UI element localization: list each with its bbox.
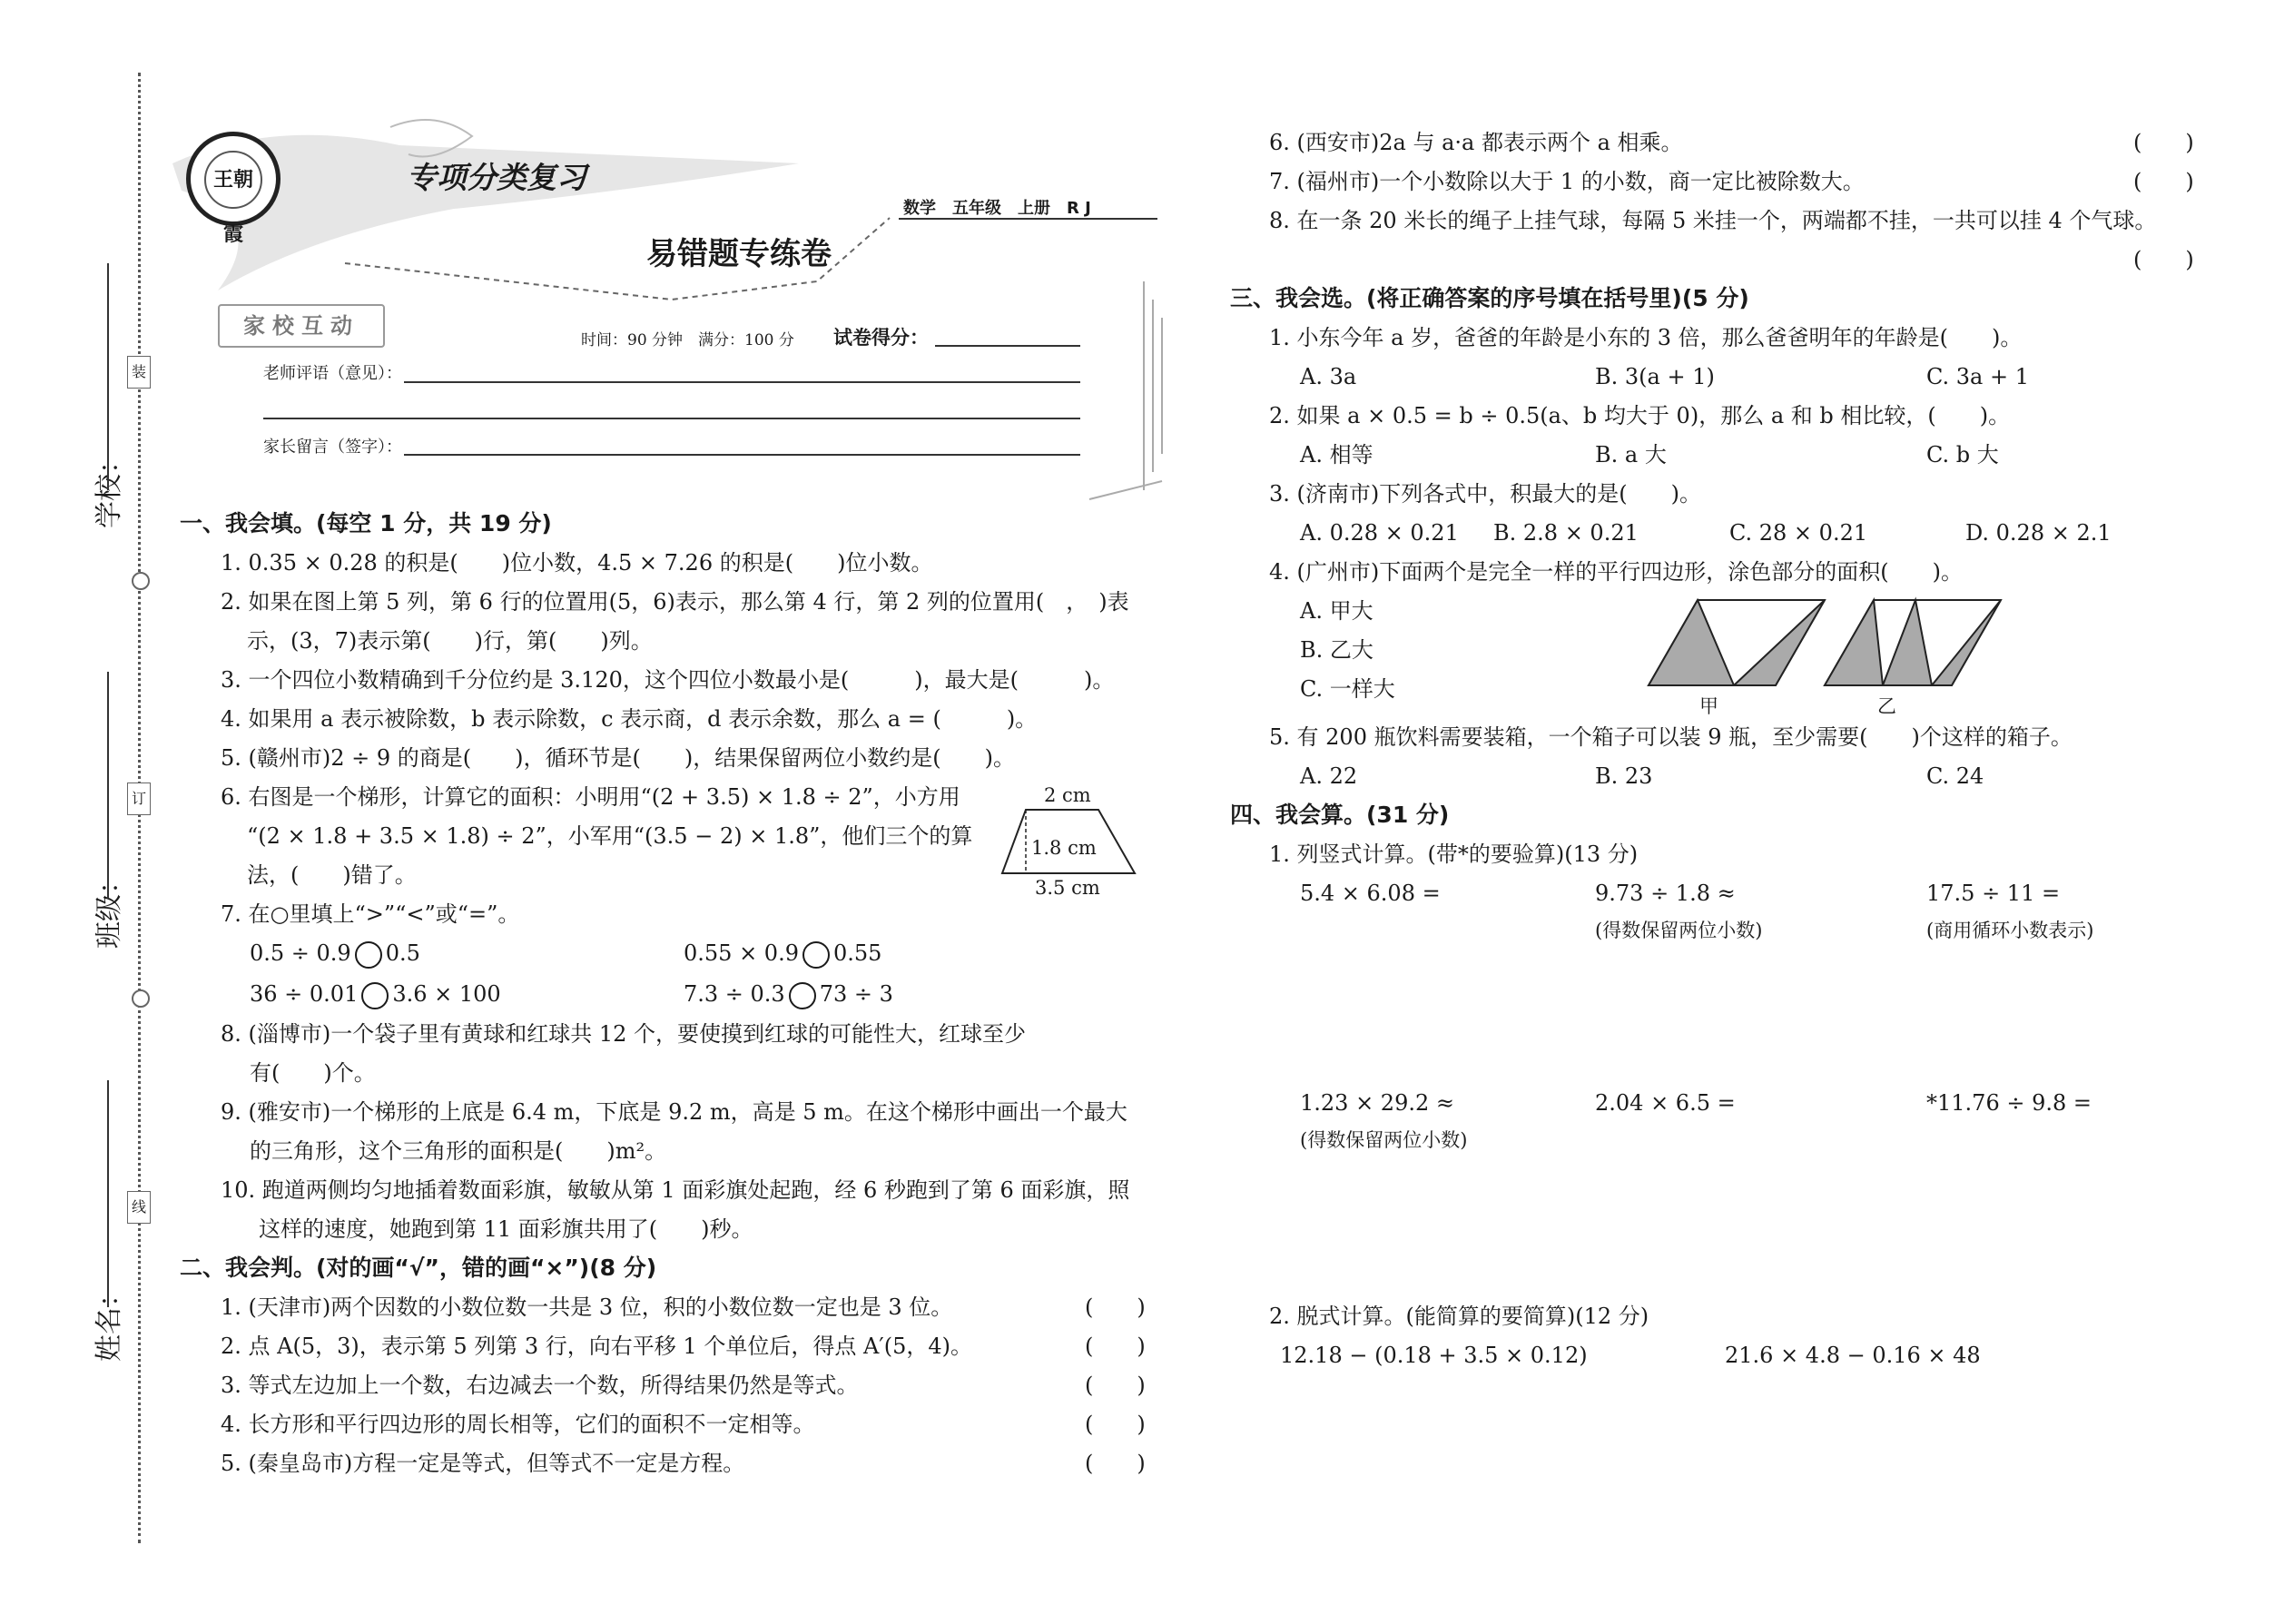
s1-line-16: 这样的速度，她跑到第 11 面彩旗共用了( )秒。 bbox=[259, 1216, 753, 1242]
choice-q5-c[interactable]: C. 24 bbox=[1926, 763, 1984, 789]
s1-line-10: 7. 在○里填上“>”“<”或“=”。 bbox=[221, 901, 520, 927]
compare-3 bbox=[250, 980, 501, 1009]
calc-work-area-3[interactable] bbox=[1280, 1380, 2133, 1561]
banner-title: 专项分类复习 bbox=[407, 160, 586, 195]
calc-5: 2.04 × 6.5 = bbox=[1595, 1090, 1736, 1116]
judge-item-3: 3. 等式左边加上一个数，右边减去一个数，所得结果仍然是等式。 bbox=[221, 1373, 859, 1398]
choice-q2-a[interactable]: A. 相等 bbox=[1300, 442, 1373, 468]
name-label: 姓名： bbox=[94, 1280, 125, 1362]
binding-circle-2 bbox=[132, 989, 150, 1008]
parent-comment-label: 家长留言（签字）： bbox=[263, 438, 402, 457]
compare-2-right: 0.55 bbox=[832, 940, 882, 966]
choice-q4-c[interactable]: C. 一样大 bbox=[1300, 676, 1395, 702]
s1-line-5: 4. 如果用 a 表示被除数，b 表示除数，c 表示商，d 表示余数，那么 a = ( )。 bbox=[221, 706, 1038, 732]
choice-q2: 2. 如果 a × 0.5 = b ÷ 0.5(a、b 均大于 0)，那么 a 和 b 相比较，( )。 bbox=[1269, 403, 2011, 428]
judge-answer-6[interactable]: ( ) bbox=[2133, 130, 2194, 155]
calc-8: 21.6 × 4.8 − 0.16 × 48 bbox=[1725, 1343, 1981, 1368]
calc-4: 1.23 × 29.2 ≈ bbox=[1300, 1090, 1454, 1116]
choice-q5-b[interactable]: B. 23 bbox=[1595, 763, 1653, 789]
section-1-title: 一、我会填。(每空 1 分，共 19 分) bbox=[180, 510, 552, 536]
calc-3: 17.5 ÷ 11 = bbox=[1926, 881, 2061, 906]
name-field[interactable] bbox=[107, 1080, 109, 1307]
label-jia: 甲 bbox=[1699, 695, 1718, 717]
judge-answer-4[interactable]: ( ) bbox=[1085, 1412, 1146, 1437]
compare-4 bbox=[684, 980, 893, 1009]
cut-mark-1: 装 bbox=[127, 356, 151, 389]
s1-line-12: 有( )个。 bbox=[250, 1060, 376, 1086]
s1-line-6: 5. (赣州市)2 ÷ 9 的商是( )，循环节是( )，结果保留两位小数约是( )。 bbox=[221, 745, 1015, 771]
calc-sub-1: 1. 列竖式计算。(带*的要验算)(13 分) bbox=[1269, 842, 1639, 867]
cut-mark-3: 线 bbox=[127, 1191, 151, 1224]
compare-circle-1[interactable] bbox=[355, 941, 382, 969]
choice-q3-b[interactable]: B. 2.8 × 0.21 bbox=[1493, 520, 1639, 546]
compare-2 bbox=[684, 940, 881, 969]
compare-2-left: 0.55 × 0.9 bbox=[684, 940, 799, 966]
s1-line-2: 2. 如果在图上第 5 列，第 6 行的位置用(5，6)表示，那么第 4 行，第 2 列的位置用( ， )表 bbox=[221, 589, 1129, 615]
trapezoid-bottom: 3.5 cm bbox=[1035, 877, 1100, 899]
home-school-box: 家校互动 bbox=[218, 304, 385, 348]
parallelogram-jia bbox=[1649, 600, 1825, 685]
judge-item-8: 8. 在一条 20 米长的绳子上挂气球，每隔 5 米挂一个，两端都不挂，一共可以挂 4 个气球。 bbox=[1269, 208, 2157, 233]
calc-sub-2: 2. 脱式计算。(能简算的要简算)(12 分) bbox=[1269, 1304, 1649, 1329]
compare-1 bbox=[250, 940, 420, 969]
calc-4-note: (得数保留两位小数) bbox=[1300, 1129, 1468, 1151]
choice-q4-b[interactable]: B. 乙大 bbox=[1300, 637, 1373, 663]
compare-circle-3[interactable] bbox=[361, 982, 389, 1009]
judge-item-7: 7. (福州市)一个小数除以大于 1 的小数，商一定比被除数大。 bbox=[1269, 169, 1865, 194]
teacher-comment-field[interactable] bbox=[404, 381, 1080, 383]
meta-rule bbox=[899, 218, 1157, 220]
section-3-title: 三、我会选。(将正确答案的序号填在括号里)(5 分) bbox=[1230, 285, 1749, 311]
calc-7: 12.18 − (0.18 + 3.5 × 0.12) bbox=[1280, 1343, 1588, 1368]
judge-answer-8[interactable]: ( ) bbox=[2133, 247, 2194, 272]
s1-line-11: 8. (淄博市)一个袋子里有黄球和红球共 12 个，要使摸到红球的可能性大，红球至少 bbox=[221, 1021, 1027, 1047]
choice-q3: 3. (济南市)下列各式中，积最大的是( )。 bbox=[1269, 481, 1701, 507]
choice-q1-b[interactable]: B. 3(a + 1) bbox=[1595, 364, 1715, 389]
parent-comment-field[interactable] bbox=[404, 454, 1080, 456]
choice-q4: 4. (广州市)下面两个是完全一样的平行四边形，涂色部分的面积( )。 bbox=[1269, 559, 1963, 585]
s1-line-14: 的三角形，这个三角形的面积是( )m²。 bbox=[250, 1138, 667, 1164]
section-2-title: 二、我会判。(对的画“√”，错的画“×”)(8 分) bbox=[180, 1255, 657, 1281]
judge-item-1: 1. (天津市)两个因数的小数位数一共是 3 位，积的小数位数一定也是 3 位。 bbox=[221, 1294, 953, 1320]
exam-time: 时间：90 分钟 满分：100 分 bbox=[581, 331, 794, 349]
compare-4-left: 7.3 ÷ 0.3 bbox=[684, 981, 785, 1007]
choice-q1-c[interactable]: C. 3a + 1 bbox=[1926, 364, 2029, 389]
s1-line-1: 1. 0.35 × 0.28 的积是( )位小数，4.5 × 7.26 的积是( )位小数。 bbox=[221, 550, 933, 576]
compare-4-right: 73 ÷ 3 bbox=[819, 981, 893, 1007]
section-4-title: 四、我会算。(31 分) bbox=[1230, 802, 1450, 828]
school-field[interactable] bbox=[107, 263, 109, 490]
judge-item-4: 4. 长方形和平行四边形的周长相等，它们的面积不一定相等。 bbox=[221, 1412, 815, 1437]
s1-line-7: 6. 右图是一个梯形，计算它的面积：小明用“(2 + 3.5) × 1.8 ÷ 2”，小方用 bbox=[221, 784, 960, 810]
logo-text: 王朝霞 bbox=[204, 151, 262, 209]
choice-q5: 5. 有 200 瓶饮料需要装箱，一个箱子可以装 9 瓶，至少需要( )个这样的箱子。 bbox=[1269, 724, 2072, 750]
s1-line-4: 3. 一个四位小数精确到千分位约是 3.120，这个四位小数最小是( )，最大是( )。 bbox=[221, 667, 1115, 693]
school-label: 学校： bbox=[94, 447, 125, 528]
choice-q5-a[interactable]: A. 22 bbox=[1300, 763, 1358, 789]
s1-line-8: “(2 × 1.8 + 3.5 × 1.8) ÷ 2”，小军用“(3.5 − 2) × 1.8”，他们三个的算 bbox=[247, 823, 973, 849]
label-yi: 乙 bbox=[1877, 695, 1896, 717]
compare-3-left: 36 ÷ 0.01 bbox=[250, 981, 359, 1007]
choice-q1: 1. 小东今年 a 岁，爸爸的年龄是小东的 3 倍，那么爸爸明年的年龄是( )。 bbox=[1269, 325, 2023, 350]
calc-1: 5.4 × 6.08 = bbox=[1300, 881, 1441, 906]
judge-answer-5[interactable]: ( ) bbox=[1085, 1451, 1146, 1476]
parallelogram-figures bbox=[1643, 595, 2115, 694]
logo bbox=[186, 132, 281, 246]
header-decoration bbox=[163, 109, 926, 309]
score-field[interactable] bbox=[935, 345, 1080, 347]
s1-line-13: 9. (雅安市)一个梯形的上底是 6.4 m，下底是 9.2 m，高是 5 m。在这个梯形中画出一个最大 bbox=[221, 1099, 1127, 1125]
calc-work-area-1[interactable] bbox=[1300, 949, 2135, 1085]
choice-q1-a[interactable]: A. 3a bbox=[1300, 364, 1357, 389]
judge-answer-1[interactable]: ( ) bbox=[1085, 1294, 1146, 1320]
judge-item-6: 6. (西安市)2a 与 a·a 都表示两个 a 相乘。 bbox=[1269, 130, 1683, 155]
exam-title: 易错题专练卷 bbox=[646, 236, 832, 272]
compare-circle-2[interactable] bbox=[802, 941, 830, 969]
calc-2: 9.73 ÷ 1.8 ≈ bbox=[1595, 881, 1736, 906]
judge-item-2: 2. 点 A(5，3)，表示第 5 列第 3 行，向右平移 1 个单位后，得点 A′(5，4)。 bbox=[221, 1334, 973, 1359]
choice-q3-c[interactable]: C. 28 × 0.21 bbox=[1729, 520, 1868, 546]
calc-6: *11.76 ÷ 9.8 = bbox=[1926, 1090, 2092, 1116]
box-flourish bbox=[1071, 272, 1171, 508]
trapezoid-top: 2 cm bbox=[1044, 784, 1091, 806]
choice-q2-c[interactable]: C. b 大 bbox=[1926, 442, 1999, 468]
calc-3-note: (商用循环小数表示) bbox=[1926, 920, 2094, 941]
compare-1-right: 0.5 bbox=[385, 940, 420, 966]
parallelogram-yi bbox=[1825, 600, 2001, 685]
choice-q3-d[interactable]: D. 0.28 × 2.1 bbox=[1965, 520, 2112, 546]
choice-q3-a[interactable]: A. 0.28 × 0.21 bbox=[1300, 520, 1459, 546]
binding-circle-1 bbox=[132, 572, 150, 590]
judge-answer-2[interactable]: ( ) bbox=[1085, 1334, 1146, 1359]
judge-answer-7[interactable]: ( ) bbox=[2133, 169, 2194, 194]
score-label: 试卷得分： bbox=[833, 327, 929, 349]
compare-circle-4[interactable] bbox=[789, 982, 816, 1009]
teacher-comment-label: 老师评语（意见）： bbox=[263, 364, 402, 383]
s1-line-15: 10. 跑道两侧均匀地插着数面彩旗，敏敏从第 1 面彩旗处起跑，经 6 秒跑到了第 6 面彩旗，照 bbox=[221, 1177, 1130, 1203]
s1-line-9: 法，( )错了。 bbox=[247, 862, 417, 888]
choice-q4-a[interactable]: A. 甲大 bbox=[1300, 598, 1373, 624]
s1-line-3: 示，(3，7)表示第( )行，第( )列。 bbox=[247, 628, 653, 654]
class-field[interactable] bbox=[107, 672, 109, 899]
trapezoid-height: 1.8 cm bbox=[1031, 837, 1097, 859]
calc-2-note: (得数保留两位小数) bbox=[1595, 920, 1763, 941]
teacher-comment-line-2[interactable] bbox=[263, 418, 1080, 419]
calc-work-area-2[interactable] bbox=[1300, 1162, 2135, 1298]
compare-1-left: 0.5 ÷ 0.9 bbox=[250, 940, 351, 966]
choice-q2-b[interactable]: B. a 大 bbox=[1595, 442, 1667, 468]
judge-answer-3[interactable]: ( ) bbox=[1085, 1373, 1146, 1398]
course-meta: 数学 五年级 上册 R J bbox=[903, 199, 1091, 218]
compare-3-right: 3.6 × 100 bbox=[392, 981, 501, 1007]
judge-item-5: 5. (秦皇岛市)方程一定是等式，但等式不一定是方程。 bbox=[221, 1451, 745, 1476]
cut-mark-2: 订 bbox=[127, 782, 151, 815]
class-label: 班级： bbox=[94, 867, 125, 949]
